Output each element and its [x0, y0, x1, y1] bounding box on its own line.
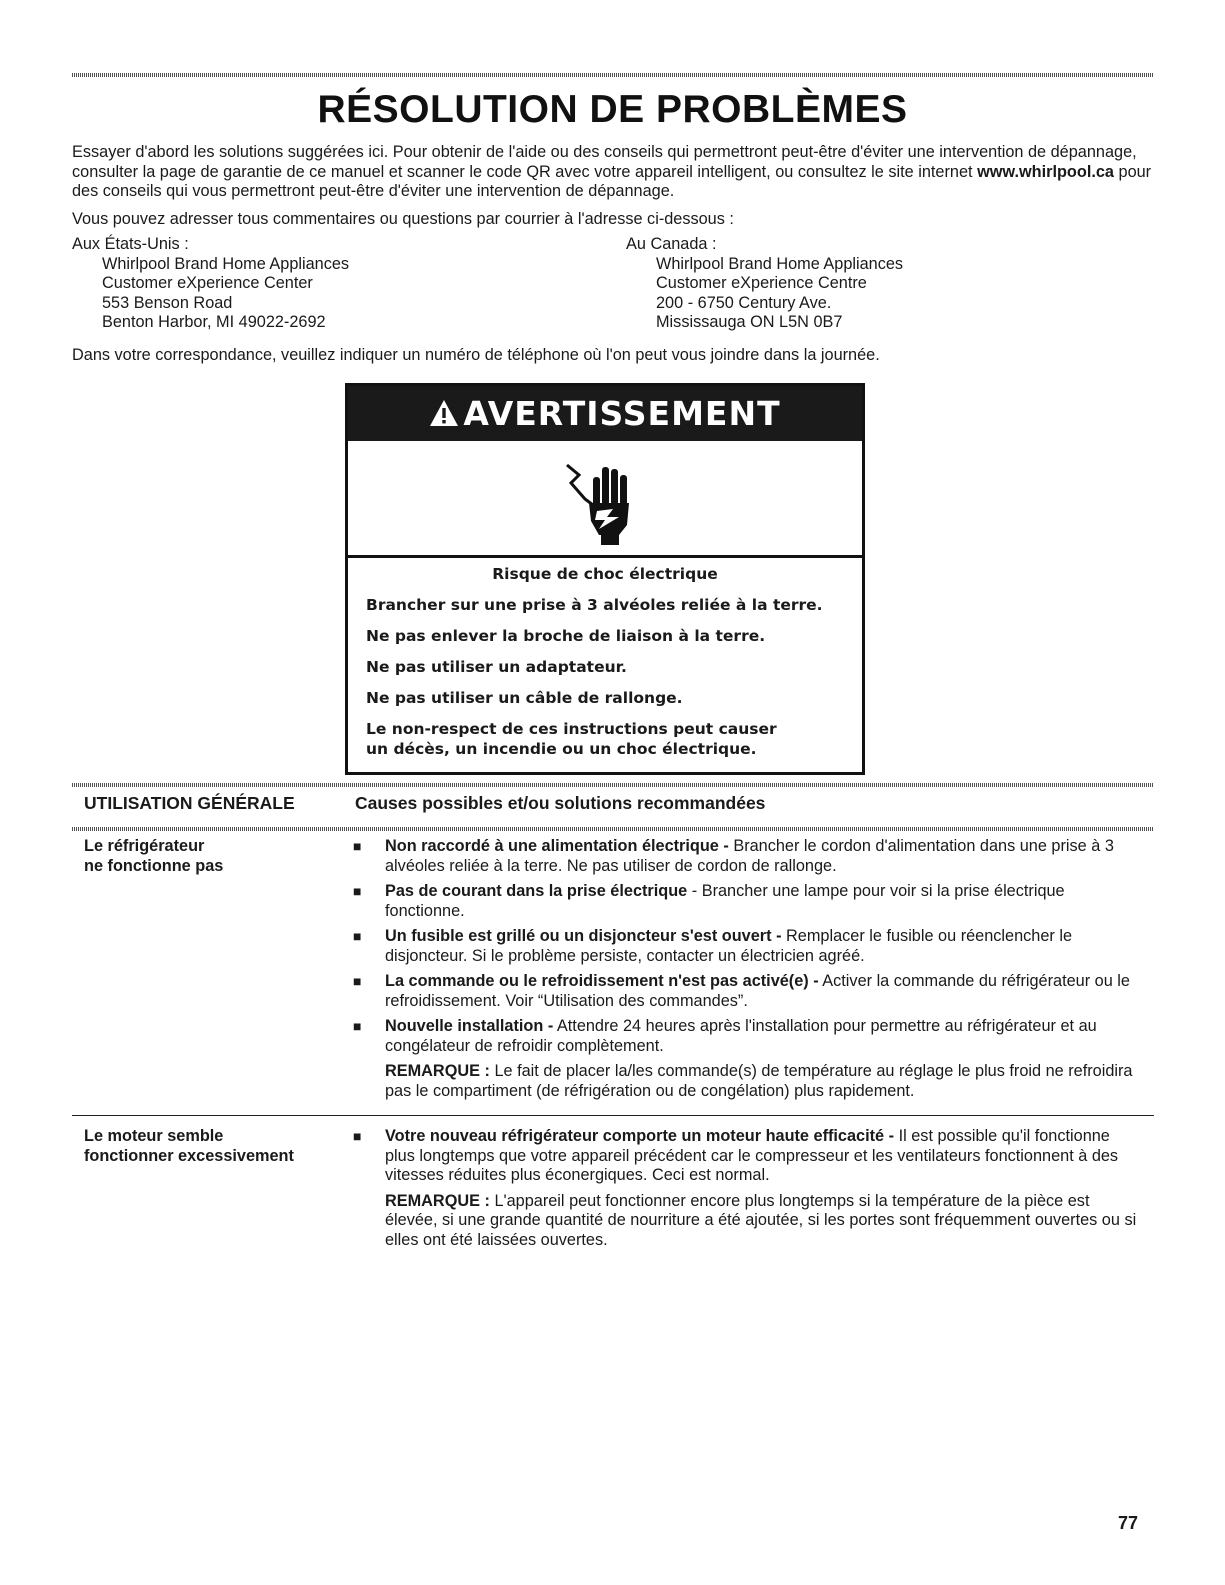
solution-cause: Non raccordé à une alimentation électrique -	[385, 837, 729, 855]
solution-cause: La commande ou le refroidissement n'est pas activé(e) -	[385, 972, 819, 990]
website-link[interactable]: www.whirlpool.ca	[977, 162, 1114, 181]
solution-item	[353, 972, 1143, 1011]
warning-consequence	[366, 719, 844, 759]
address-us	[72, 235, 349, 333]
problem-label	[84, 837, 344, 876]
row-divider	[72, 1115, 1154, 1116]
address-ca-line: Whirlpool Brand Home Appliances	[656, 254, 904, 273]
note-label: REMARQUE :	[385, 1191, 490, 1210]
bullet-icon: ■	[353, 928, 362, 944]
bullet-icon: ■	[353, 1018, 362, 1034]
solution-cause: Votre nouveau réfrigérateur comporte un moteur haute efficacité -	[385, 1127, 895, 1145]
problem-label	[84, 1127, 344, 1166]
solution-text: Il est possible qu'il fonctionne plus longtemps que votre appareil précédent car le compresseur et les ventilateurs fonctionnent à des vitesses réduites plus éconergiques. Ceci est normal.	[385, 1127, 1119, 1184]
bullet-icon: ■	[353, 973, 362, 989]
warning-icon-area	[348, 441, 862, 558]
solutions-list	[353, 837, 1143, 1101]
solution-cause: Un fusible est grillé ou un disjoncteur s'est ouvert -	[385, 927, 782, 945]
bullet-icon: ■	[353, 1128, 362, 1144]
electric-shock-hand-icon	[563, 459, 643, 549]
warning-triangle-icon	[429, 388, 459, 443]
page-number: 77	[1118, 1513, 1139, 1533]
solution-note	[353, 1192, 1143, 1251]
table-top-rule	[72, 783, 1154, 787]
solution-cause: Nouvelle installation -	[385, 1017, 554, 1035]
solution-text: - Brancher une lampe pour voir si la prise électrique fonctionne.	[385, 882, 1065, 920]
problem-line: Le moteur semble	[84, 1127, 224, 1145]
bullet-icon: ■	[353, 838, 362, 854]
warning-line: Ne pas enlever la broche de liaison à la terre.	[366, 627, 766, 645]
address-ca-line: 200 - 6750 Century Ave.	[656, 293, 832, 312]
top-rule	[72, 73, 1154, 77]
intro-text: Essayer d'abord les solutions suggérées ici. Pour obtenir de l'aide ou des conseils qui permettront peut-être d'éviter une intervention de dépannage, consulter la page de garantie de ce manuel et scanner le code QR avec votre appareil intelligent, ou consultez le site internet	[72, 143, 1137, 181]
solution-item	[353, 927, 1143, 966]
solution-text: Attendre 24 heures après l'installation pour permettre au réfrigérateur et au congélateur de refroidir complètement.	[385, 1017, 1097, 1055]
mail-instruction: Vous pouvez adresser tous commentaires ou questions par courrier à l'adresse ci-dessous :	[72, 210, 734, 228]
address-us-line: Benton Harbor, MI 49022-2692	[102, 313, 326, 332]
address-ca-line: Customer eXperience Centre	[656, 274, 867, 293]
warning-risk-title: Risque de choc électrique	[492, 565, 718, 583]
note-text: Le fait de placer la/les commande(s) de température au réglage le plus froid ne refroidira pas le compartiment (de réfrigération ou de congélation) plus rapidement.	[385, 1062, 1133, 1100]
warning-header	[348, 386, 862, 441]
solutions-list	[353, 1127, 1143, 1250]
address-ca-label: Au Canada :	[626, 235, 717, 253]
page-title: RÉSOLUTION DE PROBLÈMES	[317, 88, 908, 131]
warning-consequence-2: un décès, un incendie ou un choc électrique.	[366, 740, 757, 758]
problem-line: fonctionner excessivement	[84, 1146, 294, 1165]
solution-item	[353, 1127, 1143, 1186]
warning-line: Ne pas utiliser un adaptateur.	[366, 658, 627, 676]
solution-text: Remplacer le fusible ou réenclencher le disjoncteur. Si le problème persiste, contacter un électricien agréé.	[385, 927, 1073, 965]
address-canada	[626, 235, 903, 333]
warning-box	[345, 383, 865, 775]
warning-consequence-1: Le non-respect de ces instructions peut causer	[366, 720, 777, 738]
solution-note	[353, 1062, 1143, 1101]
solution-cause: Pas de courant dans la prise électrique	[385, 882, 688, 900]
solution-item	[353, 1017, 1143, 1056]
warning-line: Ne pas utiliser un câble de rallonge.	[366, 689, 683, 707]
address-us-line: 553 Benson Road	[102, 293, 233, 312]
note-text: L'appareil peut fonctionner encore plus longtemps si la température de la pièce est élevée, si une grande quantité de nourriture a été ajoutée, si les portes sont fréquemment ouvertes ou si elles ont été laissées ouvertes.	[385, 1191, 1137, 1249]
address-us-label: Aux États-Unis :	[72, 235, 189, 253]
contact-instruction: Dans votre correspondance, veuillez indiquer un numéro de téléphone où l'on peut vous joindre dans la journée.	[72, 346, 880, 364]
bullet-icon: ■	[353, 883, 362, 899]
column-header-solutions: Causes possibles et/ou solutions recommandées	[355, 793, 766, 813]
intro-paragraph	[72, 143, 1157, 202]
problem-line: Le réfrigérateur	[84, 837, 205, 855]
solution-item	[353, 837, 1143, 876]
table-header-rule	[72, 827, 1154, 831]
warning-line: Brancher sur une prise à 3 alvéoles reliée à la terre.	[366, 596, 823, 614]
solution-text: Activer la commande du réfrigérateur ou le refroidissement. Voir “Utilisation des commandes”.	[385, 972, 1130, 1010]
column-header-category: UTILISATION GÉNÉRALE	[84, 793, 295, 813]
note-label: REMARQUE :	[385, 1062, 490, 1080]
warning-heading: AVERTISSEMENT	[463, 394, 781, 433]
solution-item	[353, 882, 1143, 921]
address-us-line: Customer eXperience Center	[102, 274, 313, 293]
intro-text-after: pour des conseils qui vous permettront peut-être d'éviter une intervention de dépannage.	[72, 162, 1152, 200]
address-ca-line: Mississauga ON L5N 0B7	[656, 313, 843, 332]
warning-body	[348, 558, 862, 759]
problem-line: ne fonctionne pas	[84, 856, 224, 875]
address-us-line: Whirlpool Brand Home Appliances	[102, 254, 350, 273]
solution-text: Brancher le cordon d'alimentation dans une prise à 3 alvéoles reliée à la terre. Ne pas utiliser de cordon de rallonge.	[385, 837, 1114, 875]
